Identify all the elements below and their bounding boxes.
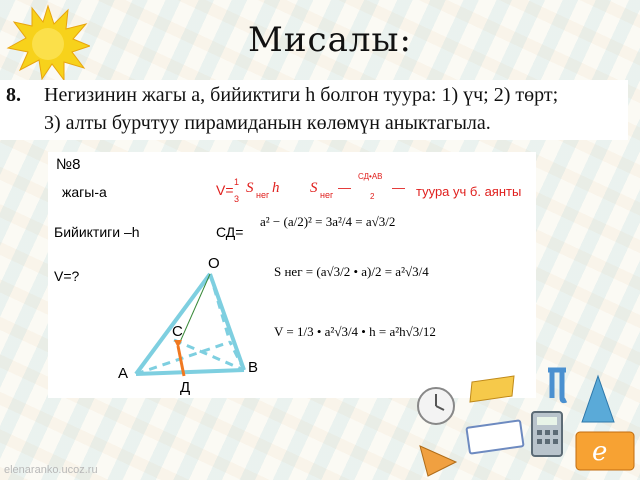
ruler-icon xyxy=(470,376,514,402)
pi-symbol-icon xyxy=(548,370,566,401)
given-height: Бийиктиги –h xyxy=(54,224,140,240)
volume-calculation: V = 1/3 • a²√3/4 • h = a²h√3/12 xyxy=(274,324,436,339)
cd-expression: a² − (a/2)² = 3a²/4 = a√3/2 xyxy=(260,214,396,229)
dash-1: — xyxy=(338,180,351,195)
slide-title: Мисалы: xyxy=(248,20,412,60)
task-number: №8 xyxy=(56,156,81,173)
dash-2: — xyxy=(392,180,405,195)
book-icon xyxy=(466,420,523,453)
s-base-subscript-2: нег xyxy=(320,190,334,200)
s-eq-numerator: СД•АВ xyxy=(358,172,383,181)
equilateral-triangle-note: туура уч б. аянты xyxy=(416,184,522,199)
problem-line-2: 3) алты бурчтуу пирамиданын көлөмүн аныктагыла. xyxy=(44,112,491,134)
note-letter-e-icon: e xyxy=(592,437,608,467)
triangle-ruler-icon xyxy=(420,446,456,476)
cd-label: СД= xyxy=(216,224,244,240)
unknown-volume: V=? xyxy=(54,268,80,284)
sun-icon xyxy=(6,4,90,80)
problem-number: 8. xyxy=(6,84,21,106)
label-B: B xyxy=(248,359,259,376)
edge-AB xyxy=(136,370,244,374)
label-A: A xyxy=(118,365,129,382)
label-D: Д xyxy=(180,379,191,396)
given-side: жагы-а xyxy=(62,184,107,200)
problem-statement xyxy=(0,80,628,140)
s-base-symbol-2: S xyxy=(310,180,318,196)
s-base-calculation: S нег = (a√3/2 • a)/2 = a²√3/4 xyxy=(274,264,429,279)
watermark: elenaranko.ucoz.ru xyxy=(4,464,98,476)
label-O: O xyxy=(208,255,220,272)
s-eq-denominator: 2 xyxy=(370,192,375,201)
math-clipart xyxy=(408,362,640,480)
cone-icon xyxy=(582,376,614,422)
s-base-subscript: нег xyxy=(256,190,270,200)
problem-line-1: Негизинин жагы a, бийиктиги h болгон туура: 1) үч; 2) төрт; xyxy=(44,84,559,106)
label-C: C xyxy=(172,323,183,340)
third-numerator: 1 xyxy=(234,177,240,187)
third-denominator: 3 xyxy=(234,194,240,204)
h-symbol: h xyxy=(272,180,280,196)
s-base-symbol: S xyxy=(246,180,254,196)
volume-formula-prefix: V= xyxy=(216,182,234,198)
